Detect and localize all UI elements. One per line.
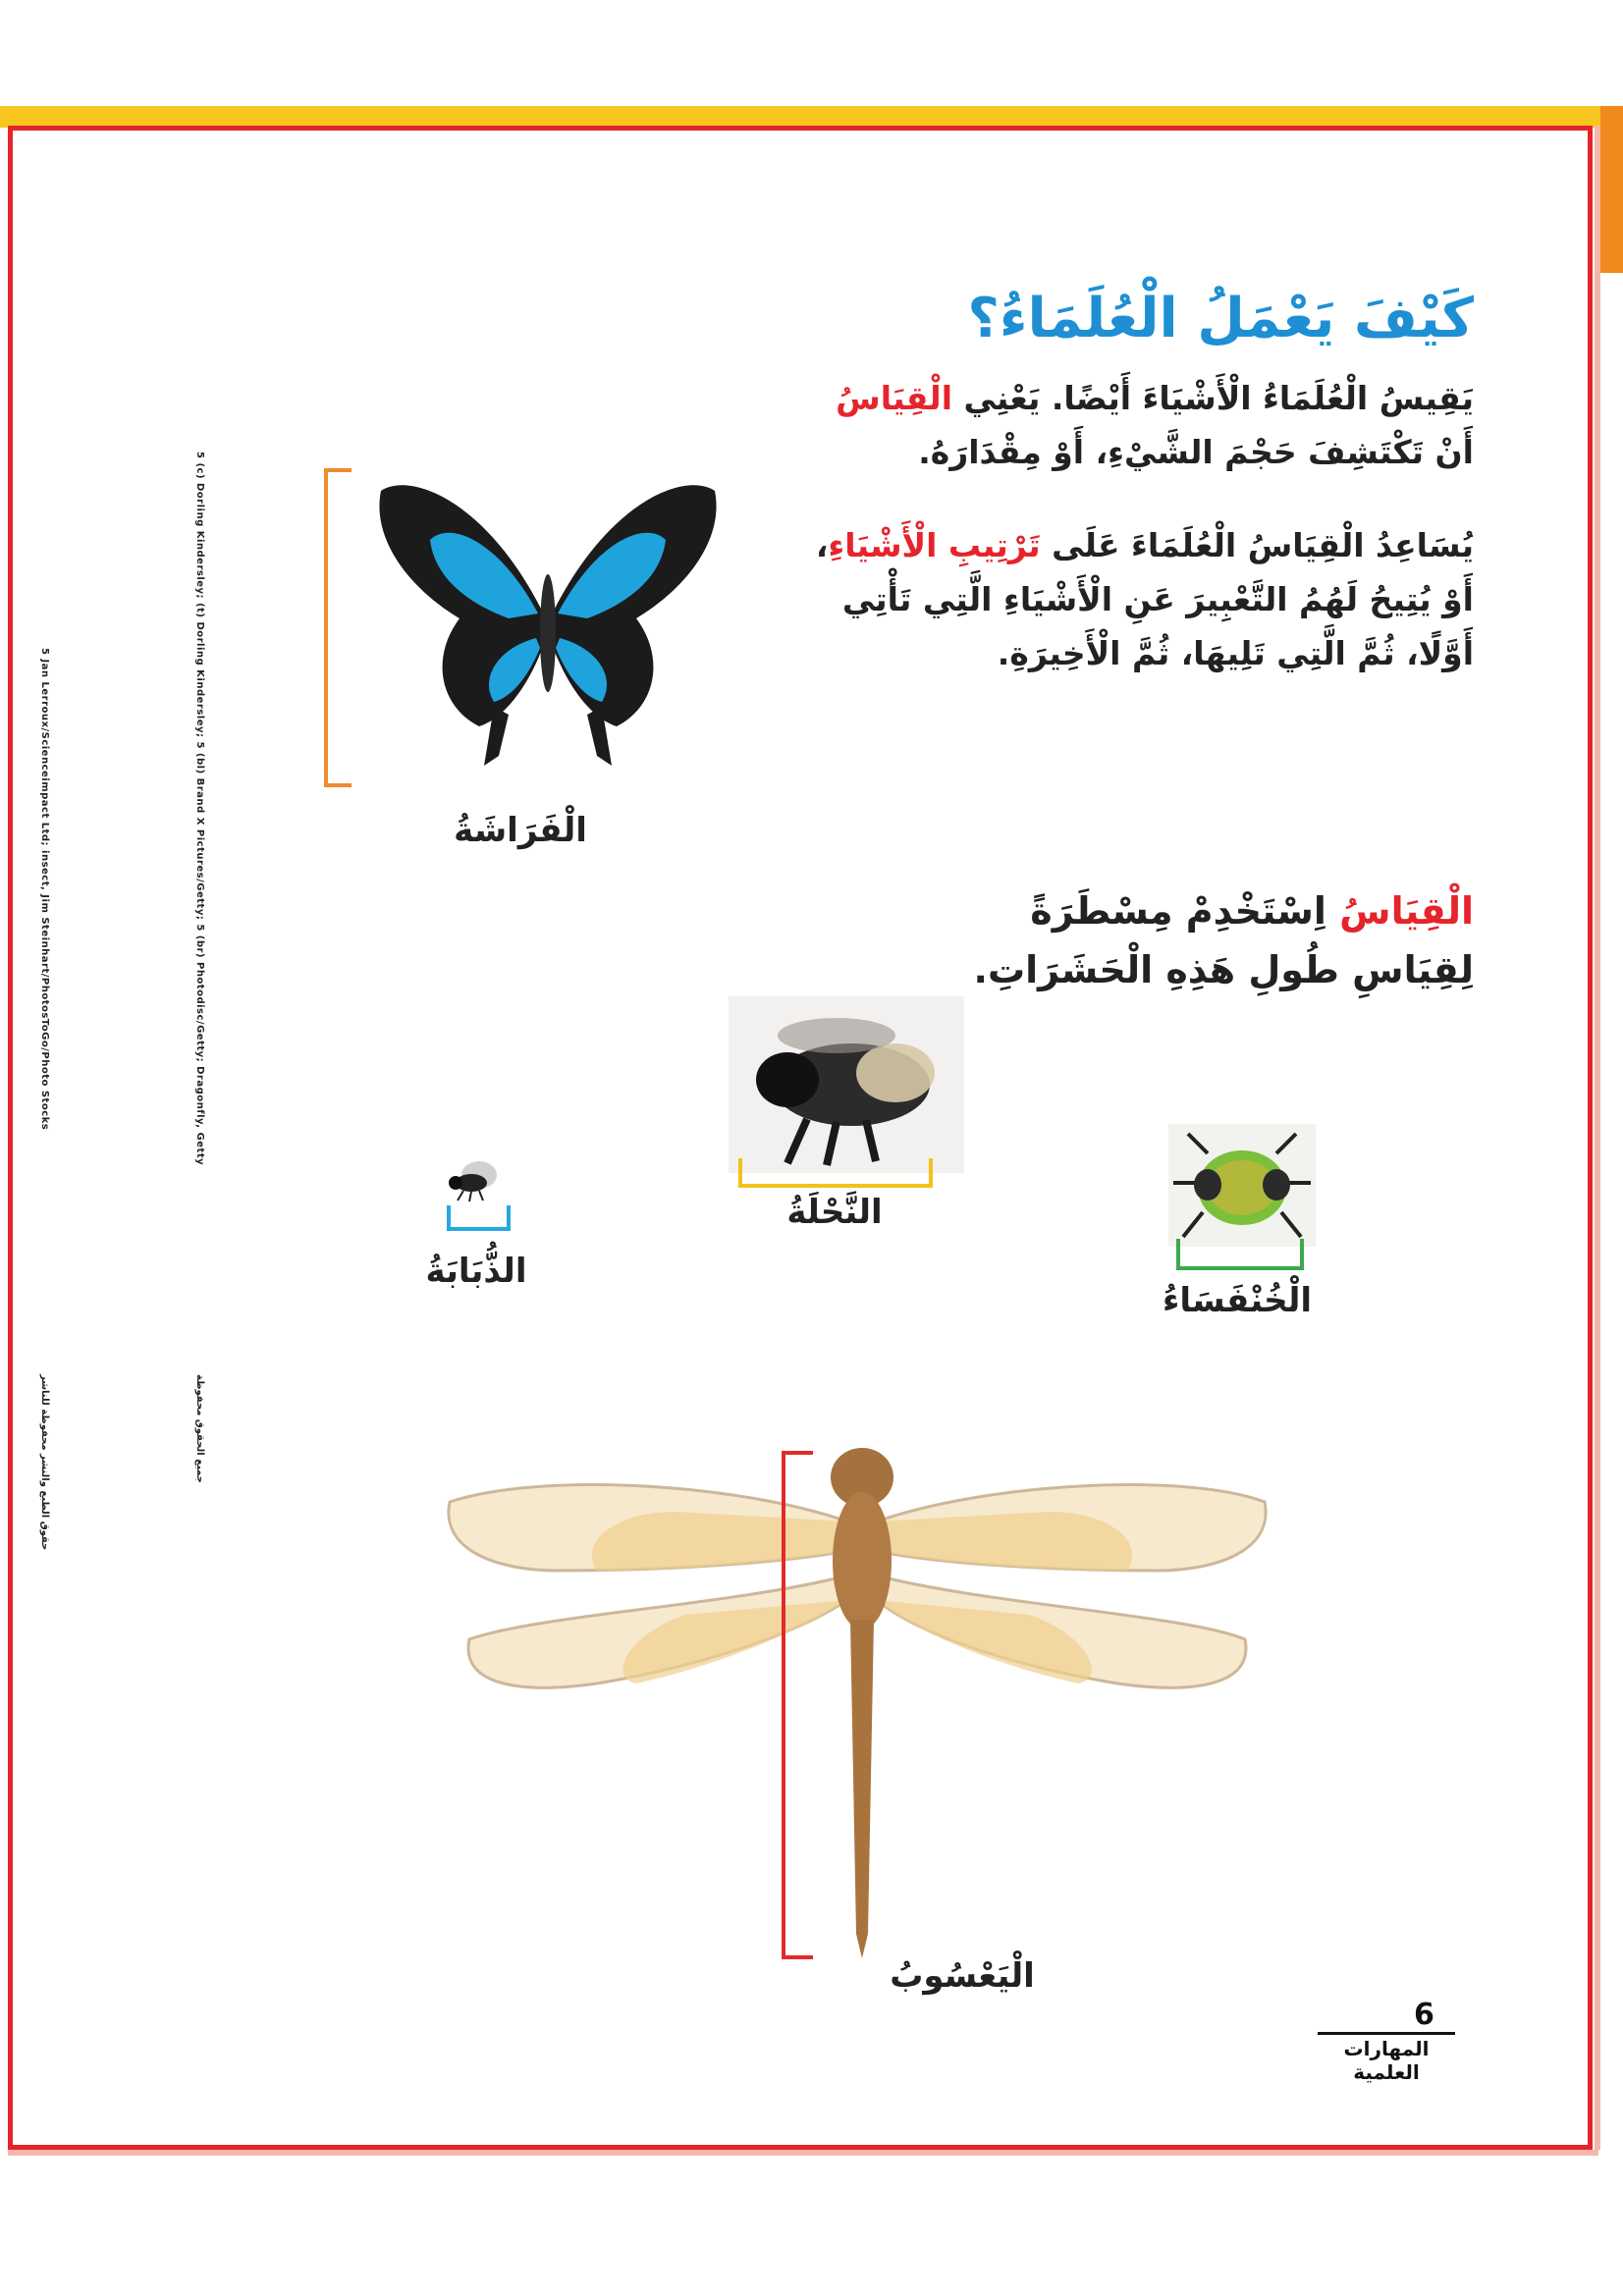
- butterfly-image: [371, 461, 725, 785]
- activity-text: اِسْتَخْدِمْ مِسْطَرَةً لِقِيَاسِ طُولِ هَذِهِ الْحَشَرَاتِ.: [973, 889, 1474, 991]
- side-credit-2: 5 (c) Dorling Kindersley; (t) Dorling Kindersley; 5 (bl) Brand X Pictures/Getty; 5 (br) Photodisc/Getty; Dragonfly, Getty: [194, 452, 205, 1166]
- beetle-image: [1168, 1124, 1316, 1247]
- fly-measure-bracket: [447, 1205, 511, 1231]
- dragonfly-measure-bracket: [782, 1451, 813, 1959]
- dragonfly-image: [440, 1443, 1274, 1963]
- paragraph-measuring: [786, 371, 1474, 479]
- butterfly-measure-bracket: [324, 468, 352, 787]
- side-credit-4: جميع الحقوق محفوظة: [194, 1374, 205, 1483]
- butterfly-caption: الْفَرَاشَةُ: [454, 811, 587, 850]
- dragonfly-caption: الْيَعْسُوبُ: [890, 1956, 1035, 1996]
- bee-measure-bracket: [738, 1158, 933, 1188]
- bee-caption: النَّحْلَةُ: [786, 1193, 883, 1232]
- paragraph-ordering: [786, 518, 1474, 680]
- corner-color-tab: [1600, 106, 1623, 273]
- fly-image: [442, 1153, 511, 1202]
- fly-caption: الذُّبَابَةُ: [425, 1252, 527, 1291]
- vocab-term: الْقِيَاسُ: [836, 379, 953, 417]
- vocab-term: تَرْتِيبِ الْأَشْيَاءِ: [828, 526, 1041, 564]
- side-credit-3: حقوق الطبع والنشر محفوظة للناشر: [39, 1374, 50, 1551]
- paragraph-text: أَنْ تَكْتَشِفَ حَجْمَ الشَّيْءِ، أَوْ مِقْدَارَهُ.: [918, 433, 1474, 471]
- book-title: المهارات العلمية: [1318, 2032, 1455, 2084]
- paragraph-text: يَقِيسُ الْعُلَمَاءُ الْأَشْيَاءَ أَيْضًا. يَعْنِي: [952, 379, 1474, 417]
- activity-prompt: [963, 881, 1474, 999]
- beetle-caption: الْخُنْفَسَاءُ: [1162, 1281, 1313, 1320]
- beetle-measure-bracket: [1176, 1239, 1304, 1270]
- paragraph-text: يُسَاعِدُ الْقِيَاسُ الْعُلَمَاءَ عَلَى: [1040, 526, 1474, 564]
- activity-term: الْقِيَاسُ: [1339, 889, 1474, 933]
- bee-image: [729, 996, 964, 1173]
- page-number: 6: [1414, 1998, 1434, 2032]
- side-credit-1: 5 Jan Lerroux/Scienceimpact Ltd; insect, Jim Steinhart/PhotosToGo/Photo Stocks: [39, 648, 50, 1131]
- frame-shadow-bottom: [8, 2150, 1598, 2156]
- page-title: كَيْفَ يَعْمَلُ الْعُلَمَاءُ؟: [967, 287, 1474, 350]
- frame-shadow-right: [1595, 126, 1600, 2150]
- paragraph-text: ، أَوْ يُتِيحُ لَهُمُ التَّعْبِيرَ عَنِ الْأَشْيَاءِ الَّتِي تَأْتِي أَوَّلًا، ثُمَّ الَّتِي تَلِيهَا، ثُمَّ الْأَخِيرَةِ.: [815, 526, 1474, 672]
- top-color-band: [0, 106, 1623, 128]
